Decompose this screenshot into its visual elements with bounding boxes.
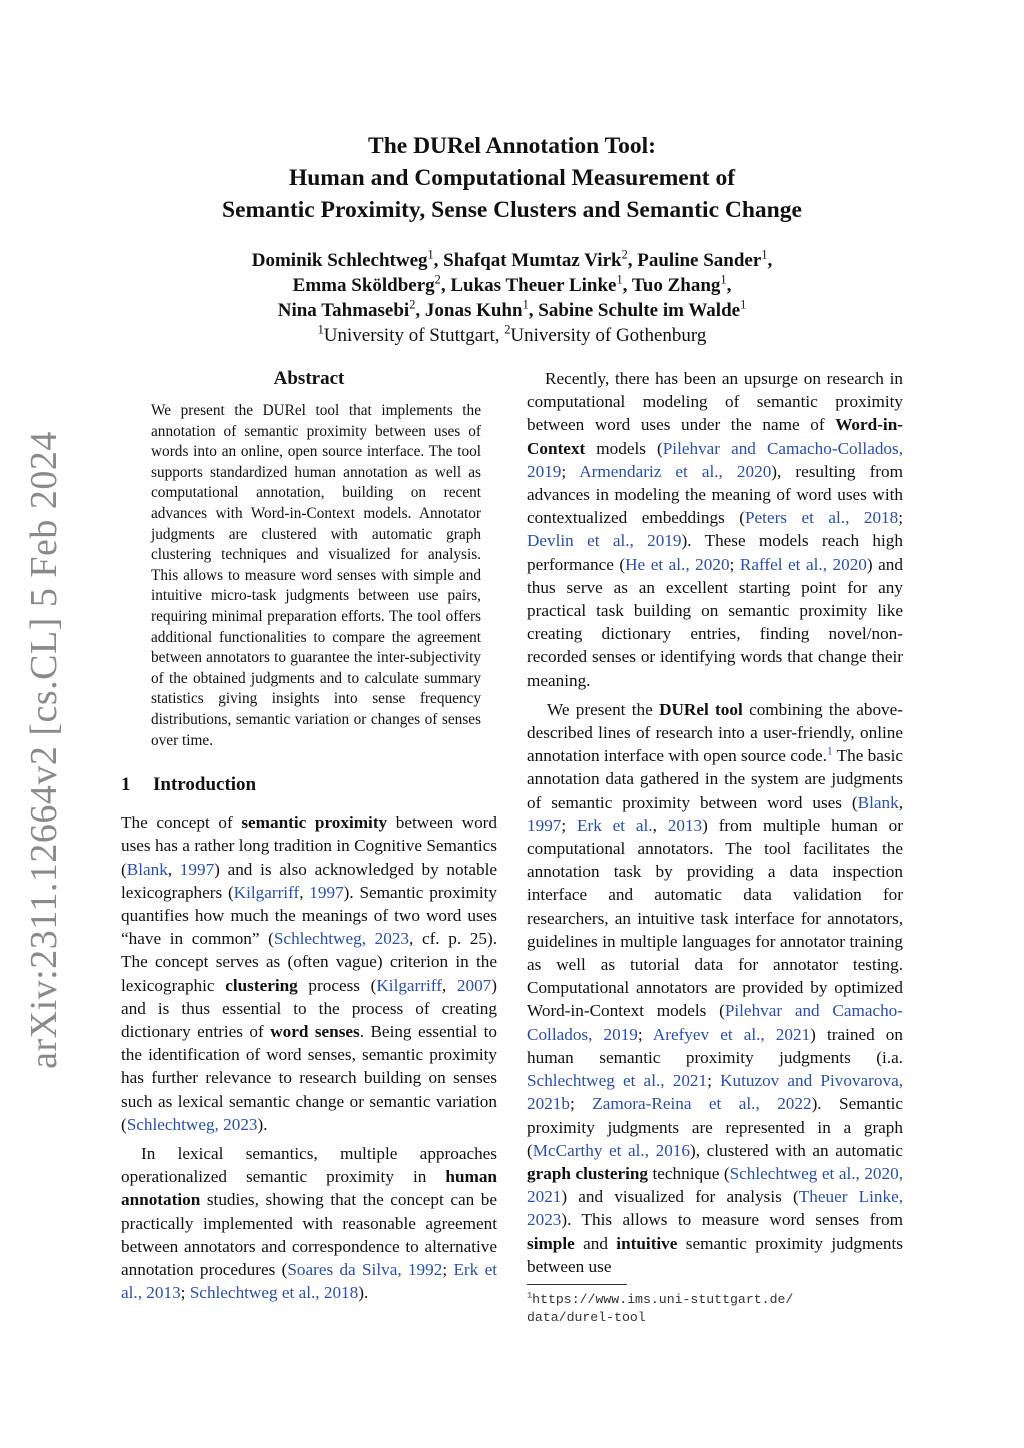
citation-link[interactable]: Kilgarriff	[233, 882, 300, 902]
intro-paragraph-1: The concept of semantic proximity between word uses has a rather long tradition in Cognitive Semantics (Blank, 1997) and is also acknowledged by notable lexicographers (Kilgarriff, 1997). Semantic proximity quantifies how much the meanings of two word uses “have in common” (Schlechtweg, 2023, cf. p. 25). The concept serves as (often vague) criterion in the lexicographic clustering process (Kilgarriff, 2007) and is thus essential to the process of creating dictionary entries of word senses. Being essential to the identification of word senses, semantic proximity has further relevance to research building on senses such as lexical semantic change or semantic variation (Schlechtweg, 2023).	[121, 813, 497, 1134]
citation-link[interactable]: Kutuzov and Pivovarova, 2021b	[527, 1071, 903, 1114]
citation-link[interactable]: Erk et al.	[577, 815, 653, 835]
citation-link[interactable]: Arefyev et al., 2021	[652, 1024, 811, 1044]
citation-link[interactable]: Schlechtweg et al., 2018	[189, 1283, 359, 1303]
citation-link[interactable]: 2013	[667, 815, 703, 835]
citation-link[interactable]: McCarthy et al., 2016	[532, 1140, 690, 1160]
affiliations: $^1$University of Stuttgart, $^2$University of Gothenburg	[317, 322, 707, 346]
citation-link[interactable]: Devlin et al., 2019	[527, 531, 682, 551]
citation-link[interactable]: Pilehvar and Camacho-Collados, 2019	[527, 438, 904, 481]
citation-link[interactable]: Schlechtweg et al., 2020, 2021	[527, 1163, 903, 1207]
citation-link[interactable]: Schlechtweg, 2023	[273, 929, 410, 949]
section-heading: 1 Introduction	[121, 774, 257, 796]
left-column	[121, 367, 497, 1304]
paper-header	[120, 130, 904, 348]
right-paragraph-1: Recently, there has been an upsurge on research in computational modeling of semantic proximity between word uses under the name of Word-in-Context models (Pilehvar and Camacho-Collados, 2019; Armendariz et al., 2020), resulting from advances in modeling the meaning of word uses with contextualized embeddings (Peters et al., 2018; Devlin et al., 2019). These models reach high performance (He et al., 2020; Raffel et al., 2020) and thus serve as an excellent starting point for any practical task building on semantic proximity like creating dictionary entries, finding novel/non-recorded senses or identifying words that change their meaning.	[527, 369, 904, 690]
citation-link[interactable]: 1997	[179, 859, 215, 879]
arxiv-id-text: arXiv:2311.12664v2 [cs.CL] 5 Feb 2024	[23, 431, 65, 1069]
citation-link[interactable]: Raffel et al., 2020	[739, 554, 867, 574]
citation-link[interactable]: He et al., 2020	[625, 554, 730, 574]
paper-title: The DURel Annotation Tool: Human and Computational Measurement of Semantic Proximity, Sense Clusters and Semantic Change	[222, 133, 802, 223]
citation-link[interactable]: 1997	[309, 882, 344, 902]
citation-link[interactable]: Schlechtweg, 2023	[126, 1114, 258, 1134]
abstract-heading: Abstract	[273, 368, 345, 389]
citation-link[interactable]: Kilgarriff	[376, 975, 442, 995]
citation-link[interactable]: Zamora-Reina et al., 2022	[592, 1094, 812, 1114]
citation-link[interactable]: Pilehvar and Camacho-Collados, 2019	[527, 1001, 903, 1044]
arxiv-identifier	[14, 431, 74, 1069]
citation-link[interactable]: Armendariz et al., 2020	[579, 461, 772, 481]
footnote-marker[interactable]: 1	[826, 745, 833, 758]
footnote-divider	[527, 1284, 627, 1285]
right-paragraph-2: We present the DURel tool combining the above-described lines of research into a user-friendly, online annotation interface with open source code.$^1$ The basic annotation data gathered in the system are judgments of semantic proximity between word uses (Blank, 1997; Erk et al., 2013) from multiple human or computational annotators. The tool facilitates the annotation task by providing a data inspection interface and automatic data validation for researchers, an intuitive task interface for annotators, guidelines in multiple languages for annotator training as well as tutorial data for annotator testing. Computational annotators are provided by optimized Word-in-Context models (Pilehvar and Camacho-Collados, 2019; Arefyev et al., 2021) trained on human semantic proximity judgments (i.a. Schlechtweg et al., 2021; Kutuzov and Pivovarova, 2021b; Zamora-Reina et al., 2022). Semantic proximity judgments are represented in a graph (McCarthy et al., 2016), clustered with an automatic graph clustering technique (Schlechtweg et al., 2020, 2021) and visualized for analysis (Theuer Linke, 2023). This allows to measure word senses from simple and intuitive semantic proximity judgments between use	[527, 699, 904, 1276]
citation-link[interactable]: 2007	[456, 975, 492, 995]
abstract-text: We present the DURel tool that implements the annotation of semantic proximity between uses of words into an online, open source interface. The tool supports standardized human annotation as well as computational annotation, building on recent advances with Word-in-Context models. Annotator judgments are clustered with automatic graph clustering techniques and visualized for analysis. This allows to measure word senses with simple and intuitive micro-task judgments between use pairs, requiring minimal preparation efforts. The tool offers additional functionalities to compare the agreement between annotators to guarantee the inter-subjectivity of the obtained judgments and to calculate summary statistics giving insights into sense frequency distributions, semantic variation or changes of senses over time.	[151, 402, 481, 749]
citation-link[interactable]: Erk et al., 2013	[121, 1259, 497, 1303]
right-column	[527, 367, 903, 1327]
citation-link[interactable]: 1997	[527, 815, 562, 835]
citation-link[interactable]: Blank	[126, 859, 168, 879]
intro-paragraph-2: In lexical semantics, multiple approaches operationalized semantic proximity in human annotation studies, showing that the concept can be practically implemented with reasonable agreement between annotators and correspondence to alternative annotation procedures (Soares da Silva, 1992; Erk et al., 2013; Schlechtweg et al., 2018).	[121, 1143, 497, 1303]
citation-link[interactable]: Theuer Linke, 2023	[527, 1187, 904, 1230]
author-list: Dominik Schlechtweg$^1$, Shafqat Mumtaz Virk$^2$, Pauline Sander$^1$, Emma Sköldberg$^2$, Lukas Theuer Linke$^1$, Tuo Zhang$^1$, Nina Tahmasebi$^2$, Jonas Kuhn$^1$, Sabine Schulte im Walde$^1$	[251, 247, 773, 321]
citation-link[interactable]: Peters et al., 2018	[744, 508, 899, 528]
citation-link[interactable]: Blank	[857, 792, 899, 812]
citation-link[interactable]: Schlechtweg et al., 2021	[527, 1071, 708, 1091]
citation-link[interactable]: Soares da Silva, 1992	[287, 1259, 443, 1279]
footnote[interactable]: $^1$https://www.ims.uni-stuttgart.de/ data/durel-tool	[527, 1290, 794, 1325]
